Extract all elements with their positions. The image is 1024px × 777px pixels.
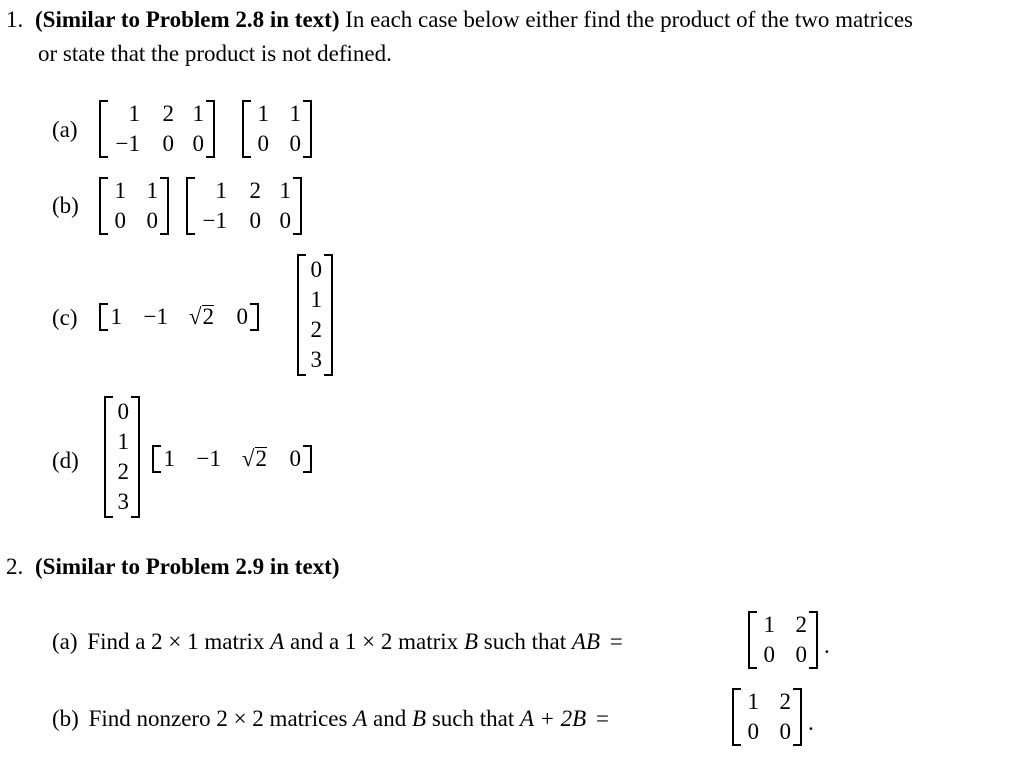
matrix-entry xyxy=(168,305,214,329)
problem-2a-matrix xyxy=(748,611,818,669)
matrix-entry: 0 xyxy=(279,208,291,233)
matrix-entry: 2 xyxy=(249,178,261,203)
matrix-entry: 2 xyxy=(117,459,129,484)
matrix-entry: 2 xyxy=(310,317,322,342)
matrix-entry: 1 xyxy=(215,178,227,203)
matrix-entry: 0 xyxy=(779,719,791,744)
matrix-entry: 0 xyxy=(310,257,322,282)
matrix-entry: 2 xyxy=(795,612,807,637)
matrix-entry xyxy=(221,447,267,471)
problem-2a-expr: AB xyxy=(571,629,601,654)
matrix-entry: 1 xyxy=(763,612,775,637)
problem-2b-text-1: Find nonzero 2 × 2 matrices xyxy=(88,706,348,731)
matrix-entry: 3 xyxy=(117,489,129,514)
matrix-entry: 1 xyxy=(114,178,126,203)
problem-2a-text-1: Find a 2 × 1 matrix xyxy=(87,629,265,654)
part-a-matrix-2 xyxy=(242,100,312,158)
problem-2a-var-b: B xyxy=(463,629,478,654)
problem-2b-label: (b) xyxy=(52,706,79,731)
part-b-label: (b) xyxy=(52,193,79,218)
part-a-matrix-1 xyxy=(99,100,215,158)
part-d-label: (d) xyxy=(52,448,79,473)
matrix-entry: −1 xyxy=(115,131,140,156)
problem-2b-text xyxy=(52,705,609,733)
matrix-entry: 2 xyxy=(779,689,791,714)
part-b-matrix-1 xyxy=(99,177,169,235)
part-c-row-vector xyxy=(99,303,259,331)
problem-2a-period: . xyxy=(824,633,830,658)
matrix-entry: −1 xyxy=(202,208,227,233)
matrix-entry: 1 xyxy=(117,429,129,454)
problem-2a-equals: = xyxy=(609,629,623,654)
problem-2a-text-3: such that xyxy=(483,629,567,654)
problem-2a-var-a: A xyxy=(270,629,285,654)
matrix-entry: 0 xyxy=(162,131,174,156)
sqrt-symbol: √ 2 xyxy=(188,304,214,329)
matrix-entry: −1 xyxy=(143,304,168,329)
problem-2b-var-b: B xyxy=(412,706,427,731)
problem-1-line-2: or state that the product is not defined. xyxy=(38,41,392,66)
matrix-entry: 3 xyxy=(310,347,322,372)
sqrt-argument: 2 xyxy=(255,446,267,471)
matrix-entry: 1 xyxy=(146,178,158,203)
matrix-entry: 0 xyxy=(192,131,204,156)
problem-1-heading: (Similar to Problem 2.8 in text) xyxy=(35,7,340,32)
matrix-entry: 0 xyxy=(236,304,248,329)
matrix-entry: 1 xyxy=(289,101,301,126)
matrix-entry: 1 xyxy=(163,446,175,471)
problem-2-number: 2. xyxy=(6,554,24,579)
matrix-entry: 1 xyxy=(279,178,291,203)
problem-2b-text-2: and xyxy=(373,706,407,731)
matrix-entry: 0 xyxy=(114,208,126,233)
problem-2-line xyxy=(6,553,340,581)
matrix-entry: 1 xyxy=(257,101,269,126)
part-c-label: (c) xyxy=(52,305,78,330)
problem-2-heading: (Similar to Problem 2.9 in text) xyxy=(35,554,340,579)
sqrt-symbol: √ 2 xyxy=(241,446,267,471)
matrix-entry: 2 xyxy=(162,101,174,126)
matrix-entry: 0 xyxy=(289,131,301,156)
matrix-entry: 0 xyxy=(117,399,129,424)
matrix-entry: 0 xyxy=(146,208,158,233)
part-d-column-vector xyxy=(104,396,140,518)
matrix-entry: 0 xyxy=(763,642,775,667)
matrix-entry: 1 xyxy=(192,101,204,126)
matrix-entry: 0 xyxy=(257,131,269,156)
problem-2b-text-3: such that xyxy=(431,706,515,731)
part-a-label: (a) xyxy=(52,117,78,142)
problem-2b-matrix xyxy=(732,688,802,746)
matrix-entry: 1 xyxy=(310,287,322,312)
matrix-entry: 1 xyxy=(128,101,140,126)
problem-1-line-1 xyxy=(6,6,913,34)
matrix-entry: 0 xyxy=(747,719,759,744)
matrix-entry: 1 xyxy=(110,304,122,329)
problem-2b-period: . xyxy=(808,710,814,735)
matrix-entry: 1 xyxy=(747,689,759,714)
problem-2b-expr: A + 2B xyxy=(519,706,587,731)
problem-2b-var-a: A xyxy=(353,706,368,731)
problem-1-number: 1. xyxy=(6,7,24,32)
problem-2a-text xyxy=(52,628,623,656)
matrix-entry: −1 xyxy=(196,446,221,471)
matrix-entry: 0 xyxy=(795,642,807,667)
part-d-row-vector xyxy=(152,445,312,473)
problem-2b-equals: = xyxy=(595,706,609,731)
problem-2a-text-2: and a 1 × 2 matrix xyxy=(290,629,459,654)
problem-2a-label: (a) xyxy=(52,629,78,654)
part-b-matrix-2 xyxy=(186,177,302,235)
part-c-column-vector xyxy=(297,254,333,376)
matrix-entry: 0 xyxy=(249,208,261,233)
sqrt-argument: 2 xyxy=(202,304,214,329)
matrix-entry: 0 xyxy=(289,446,301,471)
problem-1-text: In each case below either find the product of the two matrices xyxy=(345,7,913,32)
